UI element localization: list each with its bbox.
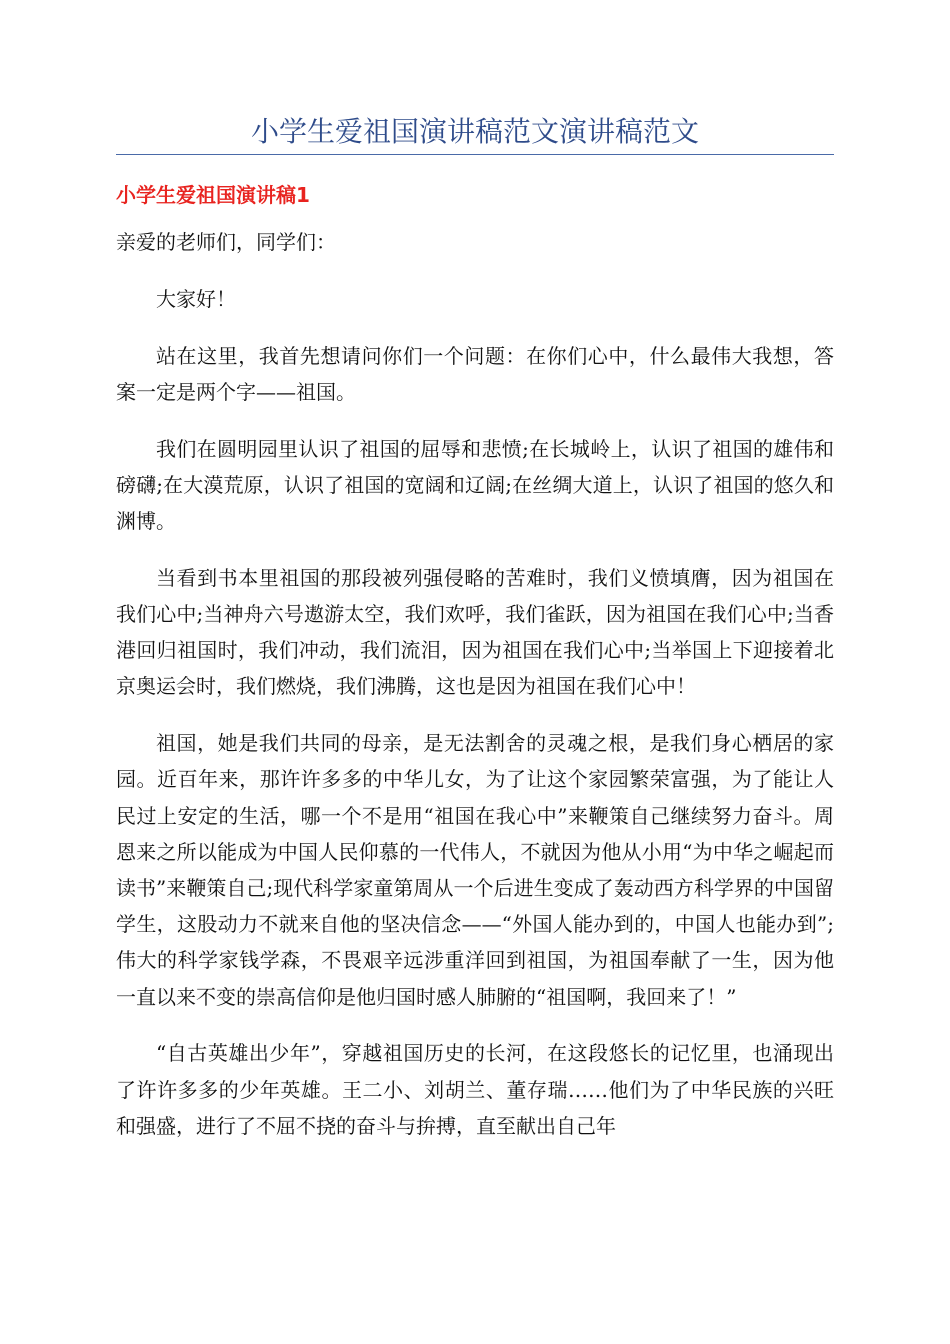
paragraph: 我们在圆明园里认识了祖国的屈辱和悲愤;在长城岭上，认识了祖国的雄伟和磅礴;在大漠荒原，认识了祖国的宽阔和辽阔;在丝绸大道上，认识了祖国的悠久和渊博。 xyxy=(116,436,834,533)
paragraph: 大家好！ xyxy=(156,286,236,311)
paragraph: “自古英雄出少年”，穿越祖国历史的长河，在这段悠长的记忆里，也涌现出了许许多多的少年英雄。王二小、刘胡兰、董存瑞……他们为了中华民族的兴旺和强盛，进行了不屈不挠的奋斗与拚搏，直至献出自己年 xyxy=(116,1041,834,1138)
body-text xyxy=(116,224,834,1165)
section-heading: 小学生爱祖国演讲稿1 xyxy=(116,183,310,207)
paragraph: 站在这里，我首先想请问你们一个问题：在你们心中，什么最伟大我想，答案一定是两个字——祖国。 xyxy=(116,343,834,404)
paragraph-greeting: 亲爱的老师们，同学们： xyxy=(116,230,336,254)
title-underline xyxy=(116,154,834,155)
document-title: 小学生爱祖国演讲稿范文演讲稿范文 xyxy=(250,115,699,148)
paragraph: 当看到书本里祖国的那段被列强侵略的苦难时，我们义愤填膺，因为祖国在我们心中;当神舟六号遨游太空，我们欢呼，我们雀跃，因为祖国在我们心中;当香港回归祖国时，我们冲动，我们流泪，因为祖国在我们心中;当举国上下迎接着北京奥运会时，我们燃烧，我们沸腾，这也是因为祖国在我们心中！ xyxy=(116,565,834,699)
paragraph: 祖国，她是我们共同的母亲，是无法割舍的灵魂之根，是我们身心栖居的家园。近百年来，那许许多多的中华儿女，为了让这个家园繁荣富强，为了能让人民过上安定的生活，哪一个不是用“祖国在我心中”来鞭策自己继续努力奋斗。周恩来之所以能成为中国人民仰慕的一代伟人，不就因为他从小用“为中华之崛起而读书”来鞭策自己;现代科学家童第周从一个后进生变成了轰动西方科学界的中国留学生，这股动力不就来自他的坚决信念——“外国人能办到的，中国人也能办到”;伟大的科学家钱学森，不畏艰辛远涉重洋回到祖国，为祖国奉献了一生，因为他一直以来不变的崇高信仰是他归国时感人肺腑的“祖国啊，我回来了！” xyxy=(116,731,834,1009)
